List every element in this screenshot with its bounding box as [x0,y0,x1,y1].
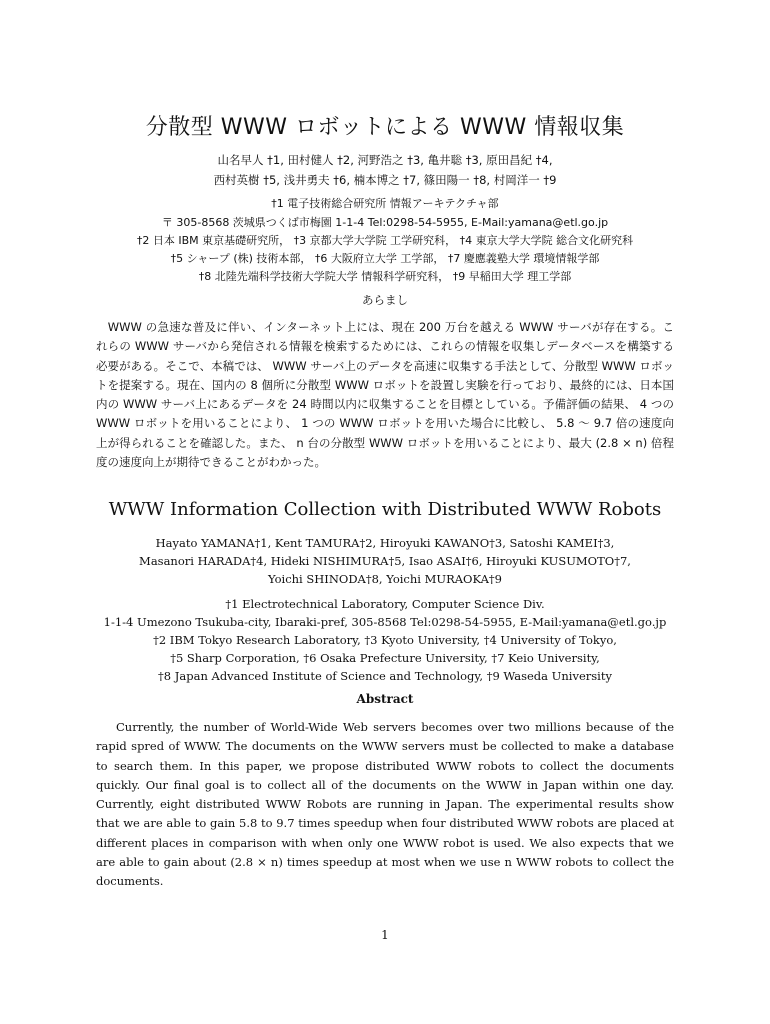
japanese-affiliation-4: †8 北陸先端科学技術大学院大学 情報科学研究科， †9 早稲田大学 理工学部 [198,270,572,283]
english-abstract-text: Currently, the number of World-Wide Web servers becomes over two millions because of the rapid spred of WWW. The documents on the WWW servers must be collected to make a database to search them. In this paper, we propose distributed WWW robots to collect the documents quickly. Our final goal is to collect all of the documents on the WWW in Japan within one day. Currently, eight distributed WWW Robots are running in Japan. The experimental results show that we are able to gain 5.8 to 9.7 times speedup when four distributed WWW robots are placed at different places in comparison with when only one WWW robot is used. We also expects that we are able to gain about (2.8 × n) times speedup at most when we use n WWW robots to collect the documents. [96,720,674,889]
page-number: 1 [381,928,389,942]
japanese-abstract-text: WWW の急速な普及に伴い、インターネット上には、現在 200 万台を越える WWW サーバが存在する。これらの WWW サーバから発信される情報を検索するためには、これらの情報を収集しデータベースを構築する必要がある。そこで、本稿では、 WWW サーバ上のデータを高速に収集する手法として、分散型 WWW ロボットを提案する。現在、国内の 8 個所に分散型 WWW ロボットを設置し実験を行っており、最終的には、日本国内の WWW サーバ上にあるデータを 24 時間以内に収集することを目標としている。予備評価の結果、 4 つの WWW ロボットを用いることにより、 1 つの WWW ロボットを用いた場合に比較し、 5.8 〜 9.7 倍の速度向上が得られることを確認した。また、 n 台の分散型 WWW ロボットを用いることにより、最大 (2.8 × n) 倍程度の速度向上が期待できることがわかった。 [96,320,674,470]
japanese-abstract-heading: あらまし [362,293,408,307]
english-abstract [96,718,674,892]
japanese-affiliation-3: †5 シャープ (株) 技術本部， †6 大阪府立大学 工学部， †7 慶應義塾大学 環境情報学部 [170,252,600,265]
english-affiliation-address: 1-1-4 Umezono Tsukuba-city, Ibaraki-pref, 305-8568 Tel:0298-54-5955, E-Mail:yamana@etl.go.jp [103,615,667,629]
japanese-affiliation-1: †1 電子技術総合研究所 情報アーキテクチャ部 [271,197,499,210]
english-authors-line-1: Hayato YAMANA†1, Kent TAMURA†2, Hiroyuki KAWANO†3, Satoshi KAMEI†3, [155,536,615,550]
english-affiliation-3: †5 Sharp Corporation, †6 Osaka Prefecture University, †7 Keio University, [170,651,600,665]
japanese-authors-line-1: 山名早人 †1, 田村健人 †2, 河野浩之 †3, 亀井聡 †3, 原田昌紀 †4, [217,153,553,167]
english-affiliation-2: †2 IBM Tokyo Research Laboratory, †3 Kyoto University, †4 University of Tokyo, [153,633,617,647]
japanese-title: 分散型 WWW ロボットによる WWW 情報収集 [145,115,625,140]
english-authors-line-3: Yoichi SHINODA†8, Yoichi MURAOKA†9 [268,572,502,586]
japanese-affiliation-2: †2 日本 IBM 東京基礎研究所， †3 京都大学大学院 工学研究科， †4 東京大学大学院 総合文化研究科 [136,234,634,247]
english-affiliation-1: †1 Electrotechnical Laboratory, Computer Science Div. [225,597,545,611]
english-affiliation-4: †8 Japan Advanced Institute of Science and Technology, †9 Waseda University [158,669,612,683]
english-authors-line-2: Masanori HARADA†4, Hideki NISHIMURA†5, Isao ASAI†6, Hiroyuki KUSUMOTO†7, [139,554,631,568]
japanese-abstract [96,318,674,472]
japanese-affiliation-address: 〒 305-8568 茨城県つくば市梅園 1-1-4 Tel:0298-54-5955, E-Mail:yamana@etl.go.jp [161,216,609,229]
english-abstract-heading: Abstract [356,692,414,706]
english-title: WWW Information Collection with Distributed WWW Robots [108,499,662,520]
japanese-authors-line-2: 西村英樹 †5, 浅井勇夫 †6, 楠本博之 †7, 篠田陽一 †8, 村岡洋一 †9 [213,173,557,187]
